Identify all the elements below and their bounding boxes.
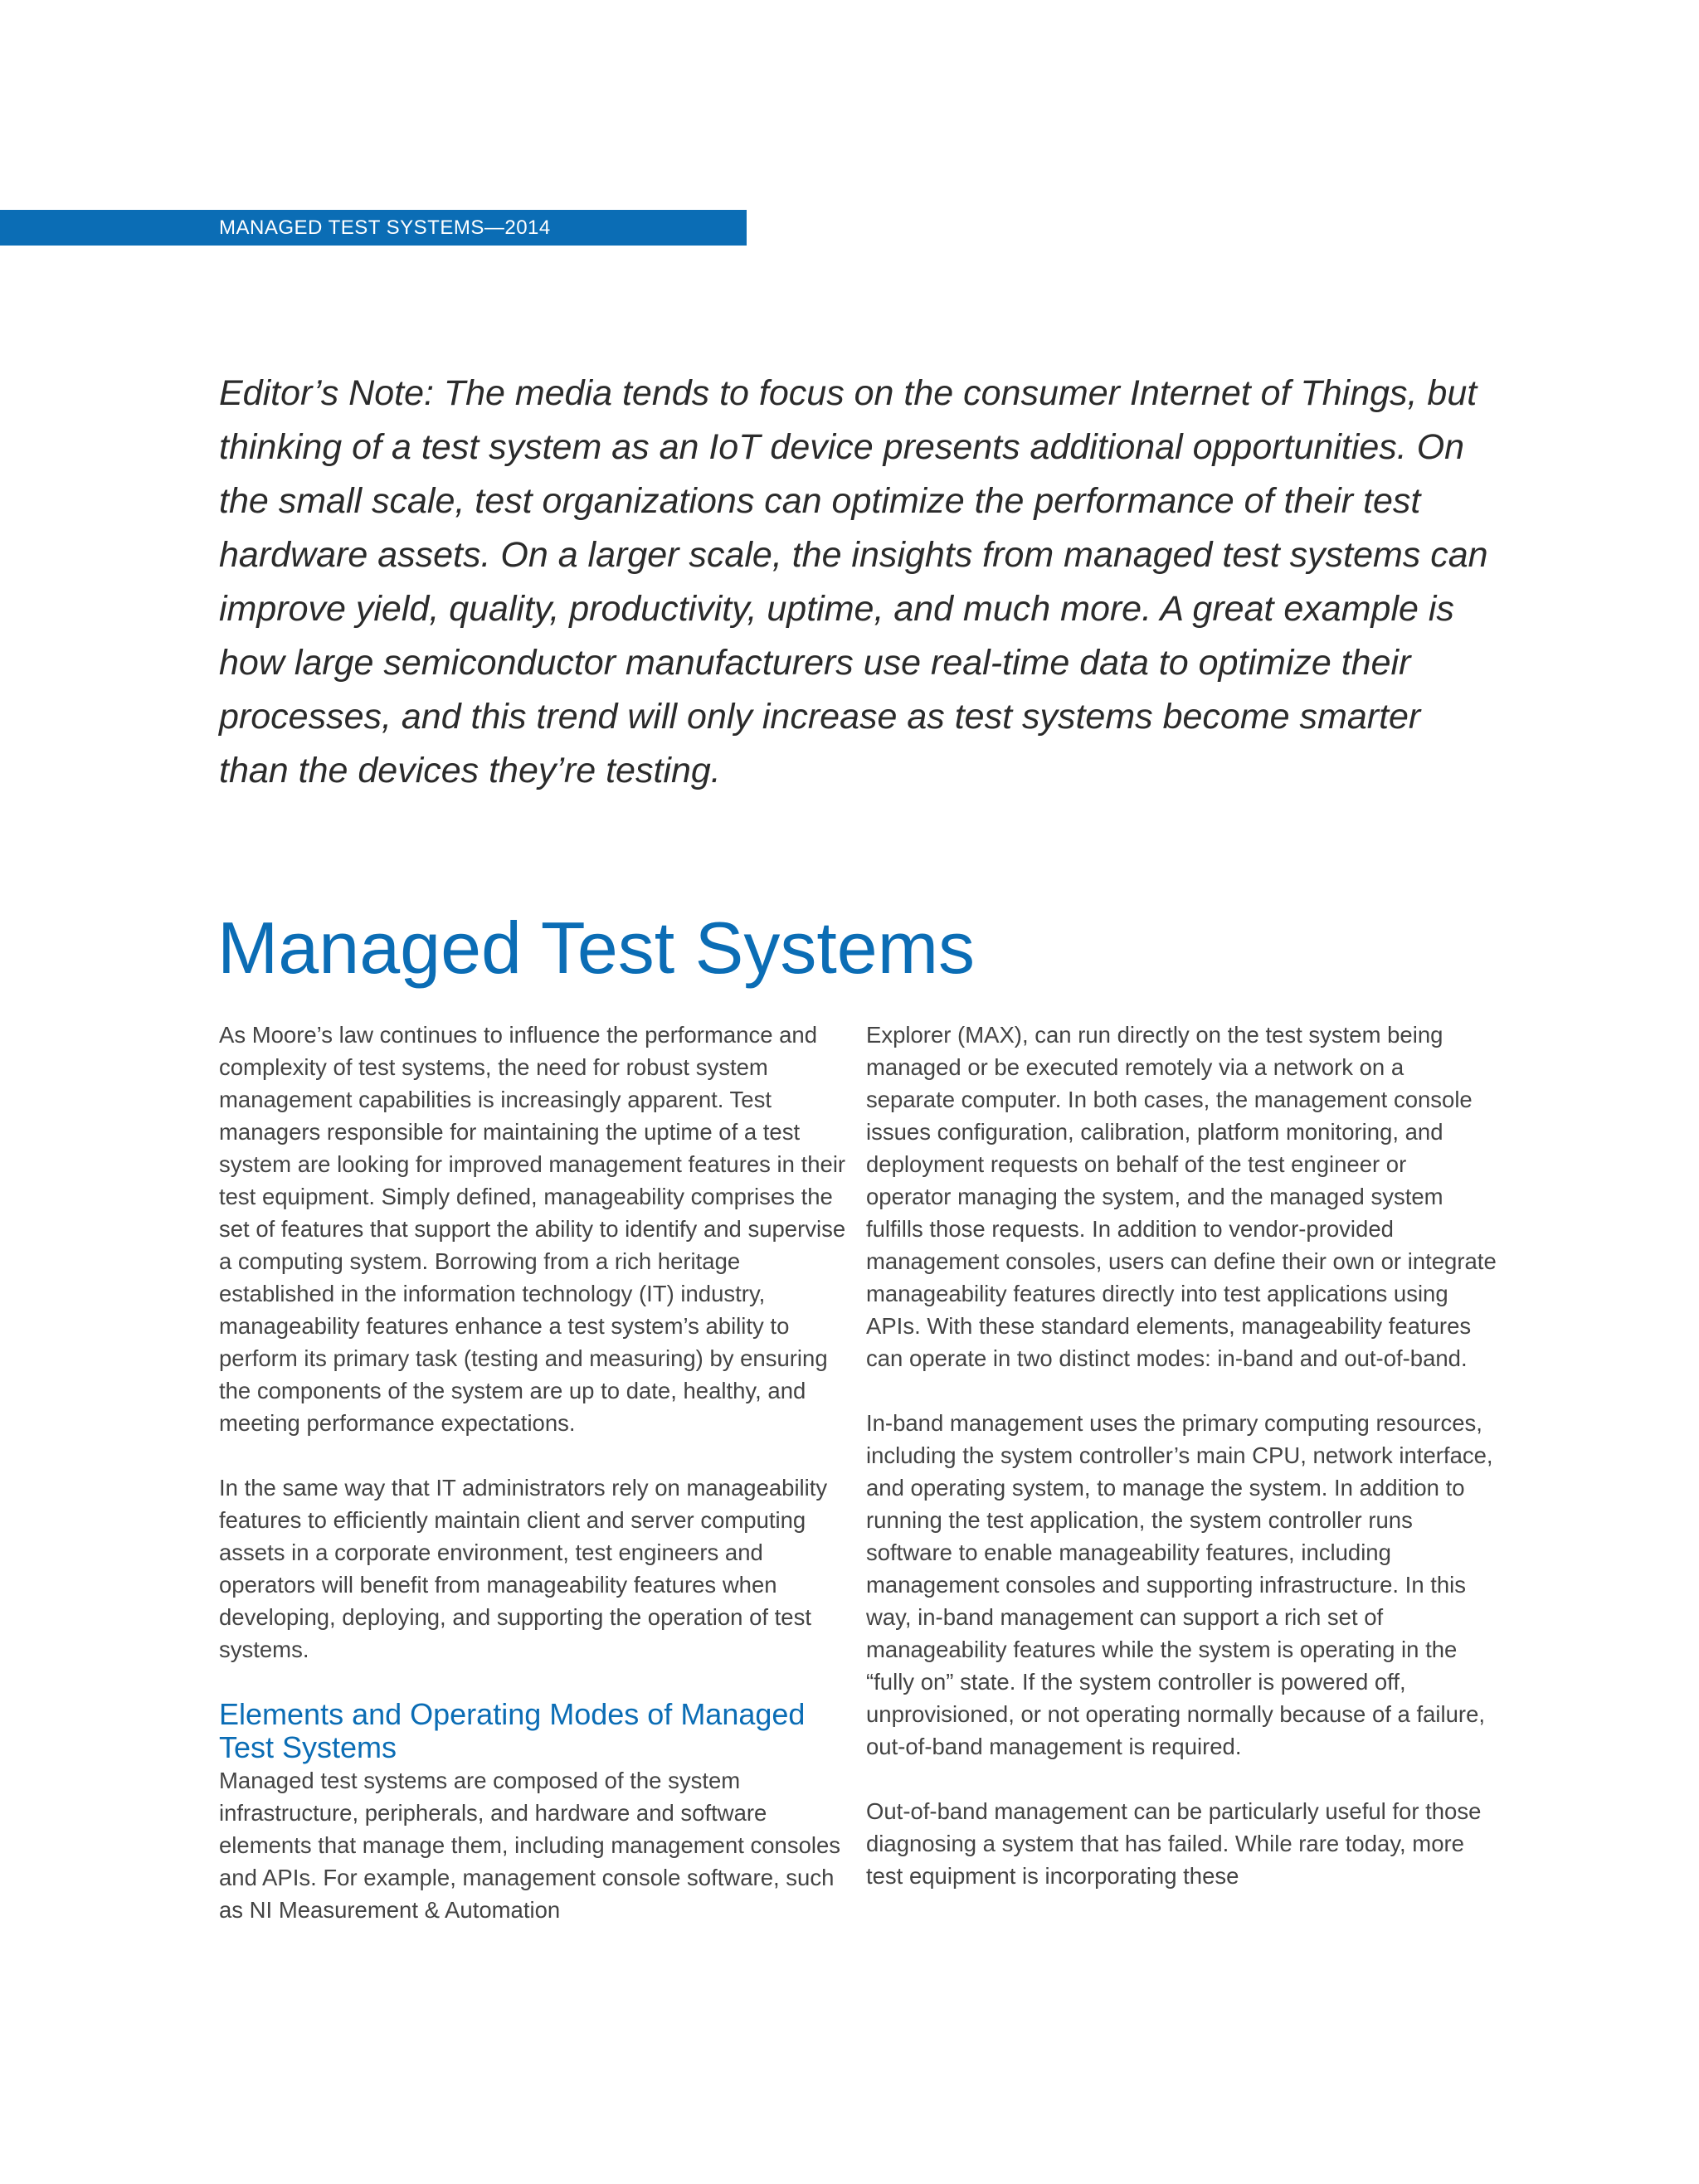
body-paragraph: In the same way that IT administrators rely on manageability features to efficiently maintain client and server computing assets in a corporate environment, test engineers and operators will benefit from manageability features when developing, deploying, and supporting the operation of test systems.	[219, 1475, 828, 1662]
article-title: Managed Test Systems	[217, 907, 976, 989]
editors-note-text: Editor’s Note: The media tends to focus on the consumer Internet of Things, but thinking of a test system as an IoT device presents additional opportunities. On the small scale, test organizations can optimize the performance of their test hardware assets. On a larger scale, the insights from managed test systems can improve yield, quality, productivity, uptime, and much more. A great example is how large semiconductor manufacturers use real-time data to optimize their processes, and this trend will only increase as test systems become smarter than the devices they’re testing.	[219, 373, 1488, 790]
body-paragraph: In-band management uses the primary computing resources, including the system controller’s main CPU, network interface, and operating system, to manage the system. In addition to running the test application, the system controller runs software to enable manageability features, including management consoles and supporting infrastructure. In this way, in-band management can support a rich set of manageability features while the system is operating in the “fully on” state. If the system controller is powered off, unprovisioned, or not operating normally because of a failure, out-of-band management is required.	[866, 1410, 1493, 1759]
editors-note	[219, 367, 1497, 798]
body-paragraph: As Moore’s law continues to influence the performance and complexity of test systems, the need for robust system management capabilities is increasingly apparent. Test managers responsible for maintaining the uptime of a test system are looking for improved management features in their test equipment. Simply defined, manageability comprises the set of features that support the ability to identify and supervise a computing system. Borrowing from a rich heritage established in the information technology (IT) industry, manageability features enhance a test system’s ability to perform its primary task (testing and measuring) by ensuring the components of the system are up to date, healthy, and meeting performance expectations.	[219, 1022, 846, 1436]
body-paragraph: Out-of-band management can be particularly useful for those diagnosing a system that has failed. While rare today, more test equipment is incorporating these	[866, 1798, 1482, 1889]
right-column	[866, 1019, 1497, 1892]
running-header: MANAGED TEST SYSTEMS—2014	[219, 216, 551, 239]
section-subheading: Elements and Operating Modes of Managed Test Systems	[219, 1697, 806, 1764]
body-paragraph: Explorer (MAX), can run directly on the test system being managed or be executed remotely via a network on a separate computer. In both cases, the management console issues configuration, calibration, platform monitoring, and deployment requests on behalf of the test engineer or operator managing the system, and the managed system fulfills those requests. In addition to vendor-provided management consoles, users can define their own or integrate manageability features directly into test applications using APIs. With these standard elements, manageability features can operate in two distinct modes: in-band and out-of-band.	[866, 1022, 1497, 1371]
body-paragraph: Managed test systems are composed of the system infrastructure, peripherals, and hardware and software elements that manage them, including management consoles and APIs. For example, management console software, such as NI Measurement & Automation	[219, 1768, 841, 1923]
left-column	[219, 1019, 850, 1926]
